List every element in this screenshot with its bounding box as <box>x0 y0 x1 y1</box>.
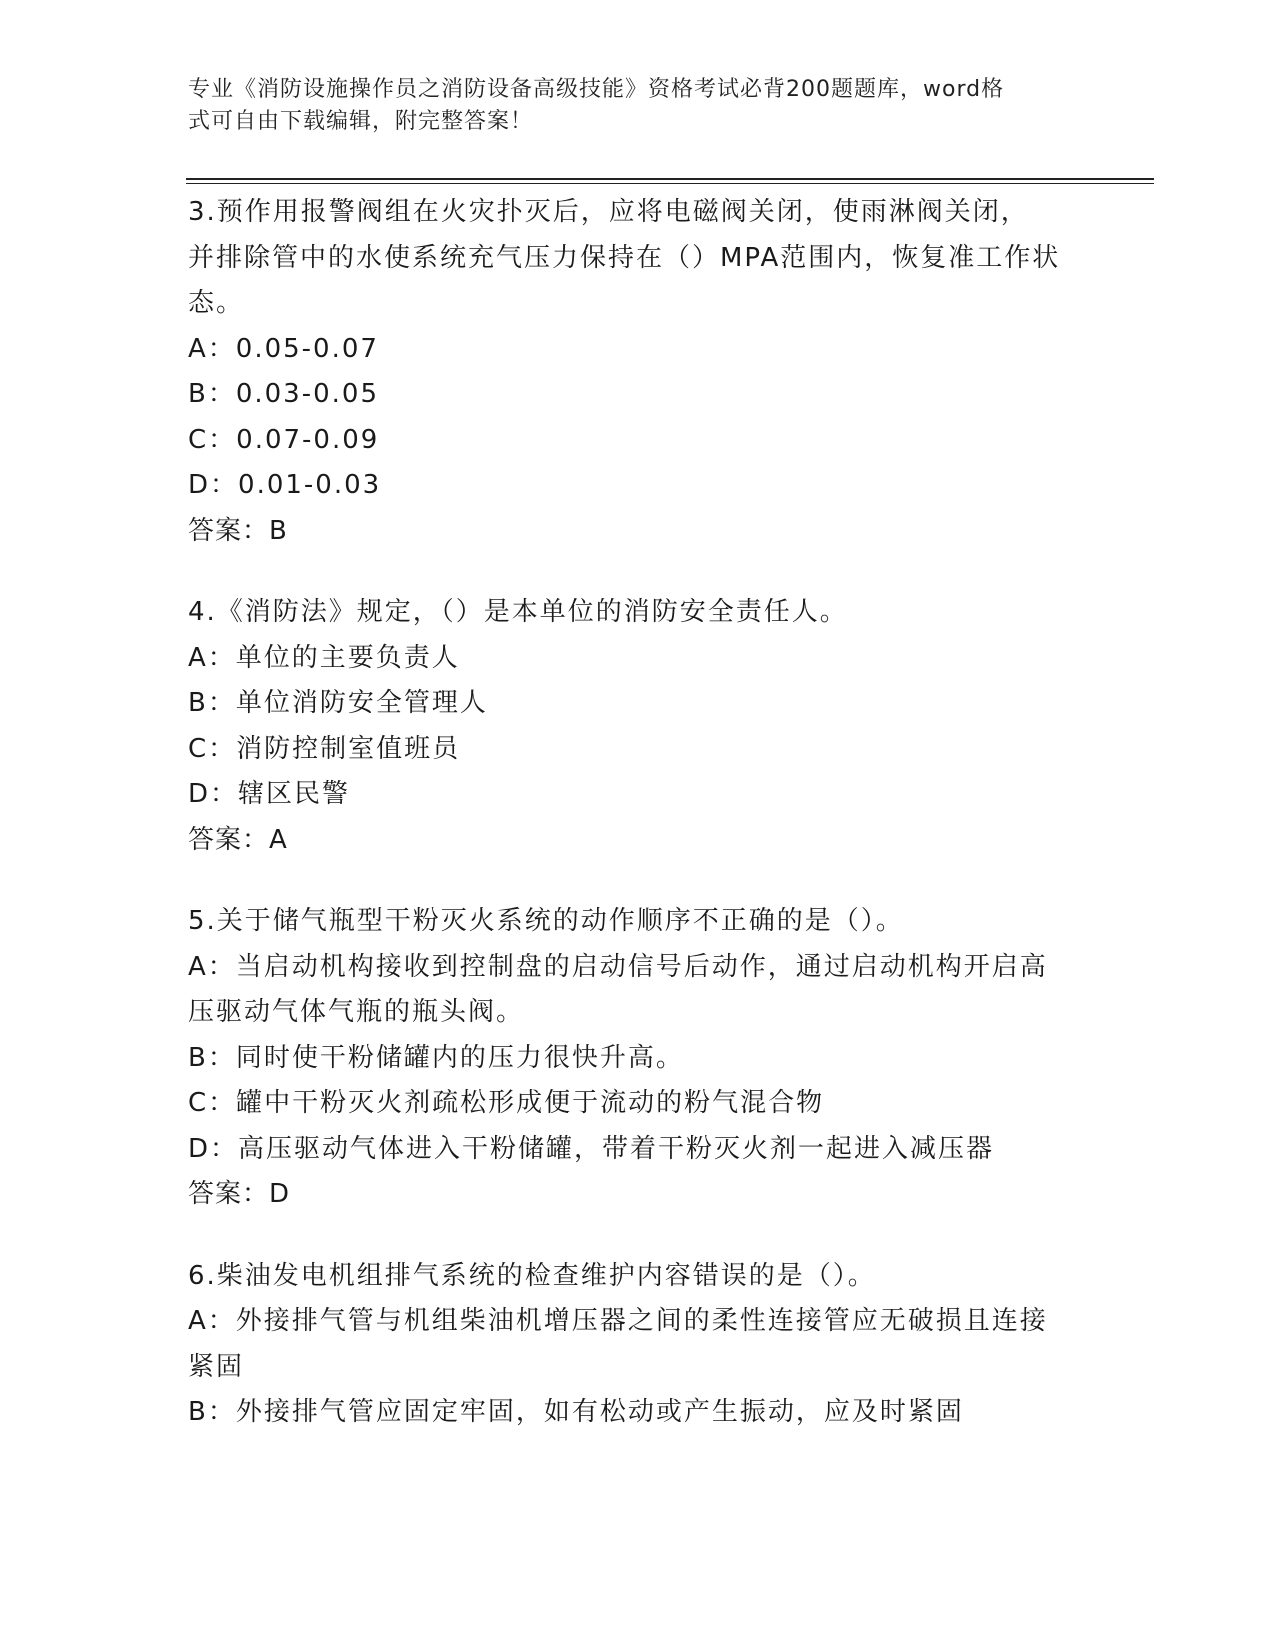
answer-option: A：外接排气管与机组柴油机增压器之间的柔性连接管应无破损且连接 <box>188 1306 1048 1336</box>
question-item <box>188 190 1088 554</box>
header-line-1: 专业《消防设施操作员之消防设备高级技能》资格考试必背200题题库，word格 <box>188 77 1005 102</box>
question-stem: 态。 <box>188 288 245 318</box>
question-stem: 并排除管中的水使系统充气压力保持在（）MPA范围内，恢复准工作状 <box>188 242 1061 273</box>
answer-option: 紧固 <box>188 1351 245 1382</box>
answer-option: D：0.01-0.03 <box>188 470 382 500</box>
answer-option: D：辖区民警 <box>188 779 351 809</box>
question-item <box>188 1254 1088 1436</box>
answer-option: D：高压驱动气体进入干粉储罐，带着干粉灭火剂一起进入减压器 <box>188 1133 995 1164</box>
header-line-2: 式可自由下载编辑，附完整答案！ <box>188 109 534 134</box>
question-item <box>188 590 1088 863</box>
answer-option: A：单位的主要负责人 <box>188 642 460 673</box>
answer-option: A：0.05-0.07 <box>188 333 379 364</box>
answer-option: B：0.03-0.05 <box>188 379 380 409</box>
question-list <box>188 190 1088 1472</box>
question-stem: 4.《消防法》规定，（）是本单位的消防安全责任人。 <box>188 597 848 627</box>
answer-option: C：罐中干粉灭火剂疏松形成便于流动的粉气混合物 <box>188 1088 825 1118</box>
answer-option: 压驱动气体气瓶的瓶头阀。 <box>188 997 525 1027</box>
answer-option: A：当启动机构接收到控制盘的启动信号后动作，通过启动机构开启高 <box>188 951 1048 982</box>
question-item <box>188 899 1088 1218</box>
answer-key: 答案：A <box>188 824 288 855</box>
question-stem: 3.预作用报警阀组在火灾扑灭后，应将电磁阀关闭，使雨淋阀关闭， <box>188 197 1029 227</box>
question-stem: 5.关于储气瓶型干粉灭火系统的动作顺序不正确的是（）。 <box>188 906 904 936</box>
answer-option: B：外接排气管应固定牢固，如有松动或产生振动，应及时紧固 <box>188 1397 964 1427</box>
answer-option: C：消防控制室值班员 <box>188 733 461 764</box>
answer-key: 答案：B <box>188 515 288 546</box>
header-divider <box>186 178 1154 180</box>
answer-key: 答案：D <box>188 1179 291 1209</box>
answer-option: C：0.07-0.09 <box>188 424 380 455</box>
header-divider-thin <box>186 183 1154 184</box>
question-stem: 6.柴油发电机组排气系统的检查维护内容错误的是（）。 <box>188 1260 876 1291</box>
document-header <box>188 74 1068 138</box>
answer-option: B：单位消防安全管理人 <box>188 688 488 718</box>
answer-option: B：同时使干粉储罐内的压力很快升高。 <box>188 1042 684 1073</box>
